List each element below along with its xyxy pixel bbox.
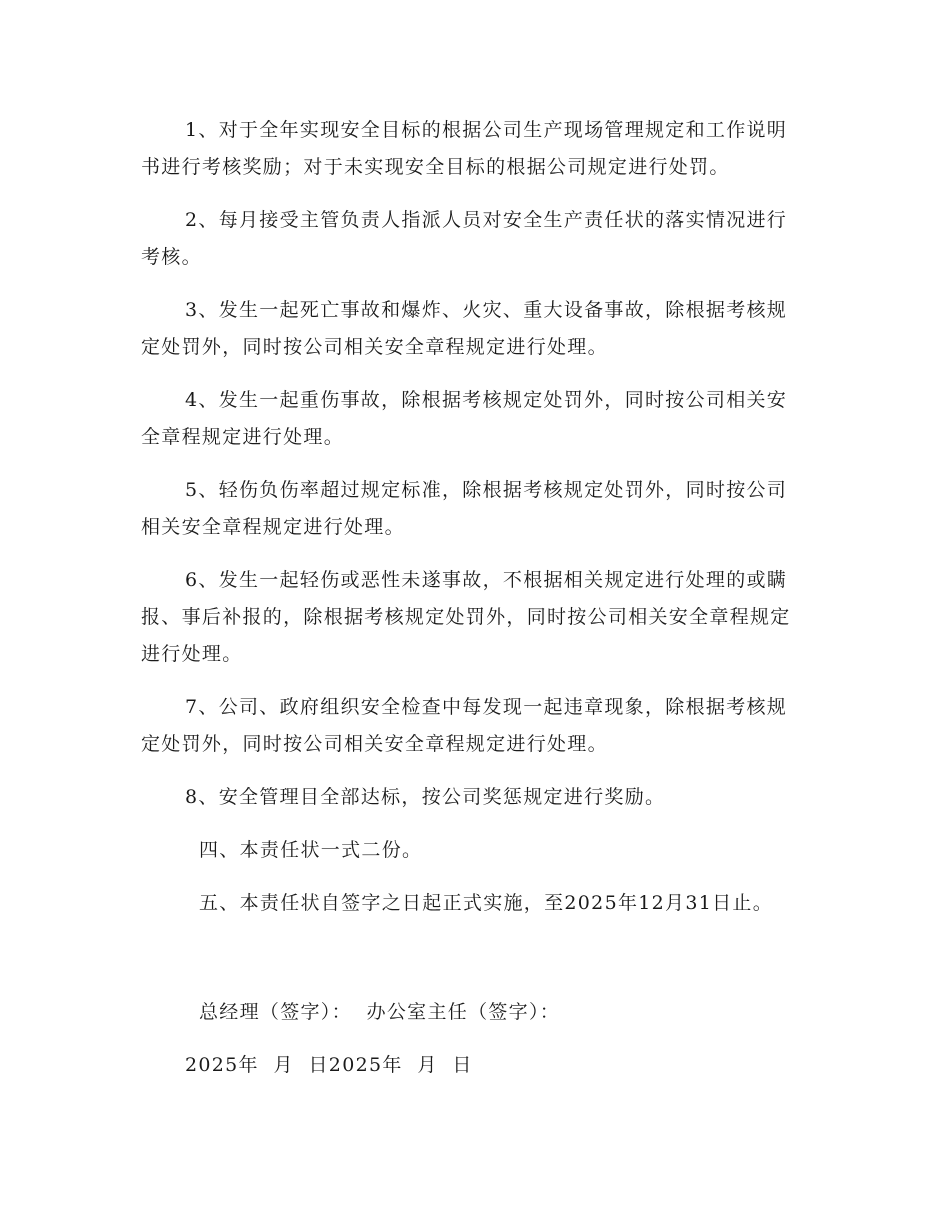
clause-4: 4、发生一起重伤事故，除根据考核规定处罚外，同时按公司相关安全章程规定进行处理。 [141, 389, 788, 448]
clause-6: 6、发生一起轻伤或恶性未遂事故，不根据相关规定进行处理的或瞒报、事后补报的，除根据考核规定处罚外，同时按公司相关安全章程规定进行处理。 [141, 569, 791, 665]
spacer [141, 938, 806, 994]
section-four: 四、本责任状一式二份。 [199, 839, 423, 861]
signature-line: 总经理（签字）： 办公室主任（签字）： [199, 1001, 561, 1023]
date-line: 2025年 月 日2025年 月 日 [185, 1054, 473, 1076]
clause-7: 7、公司、政府组织安全检查中每发现一起违章现象，除根据考核规定处罚外，同时按公司相关安全章程规定进行处理。 [141, 696, 788, 755]
clause-5: 5、轻伤负伤率超过规定标准，除根据考核规定处罚外，同时按公司相关安全章程规定进行处理。 [141, 479, 788, 538]
document-body [141, 112, 806, 1084]
clause-2: 2、每月接受主管负责人指派人员对安全生产责任状的落实情况进行考核。 [141, 209, 788, 268]
clause-3: 3、发生一起死亡事故和爆炸、火灾、重大设备事故，除根据考核规定处罚外，同时按公司相关安全章程规定进行处理。 [141, 299, 788, 358]
clause-1: 1、对于全年实现安全目标的根据公司生产现场管理规定和工作说明书进行考核奖励；对于未实现安全目标的根据公司规定进行处罚。 [141, 119, 788, 178]
clause-8: 8、安全管理目全部达标，按公司奖惩规定进行奖励。 [185, 786, 666, 808]
section-five: 五、本责任状自签字之日起正式实施，至2025年12月31日止。 [199, 892, 774, 914]
